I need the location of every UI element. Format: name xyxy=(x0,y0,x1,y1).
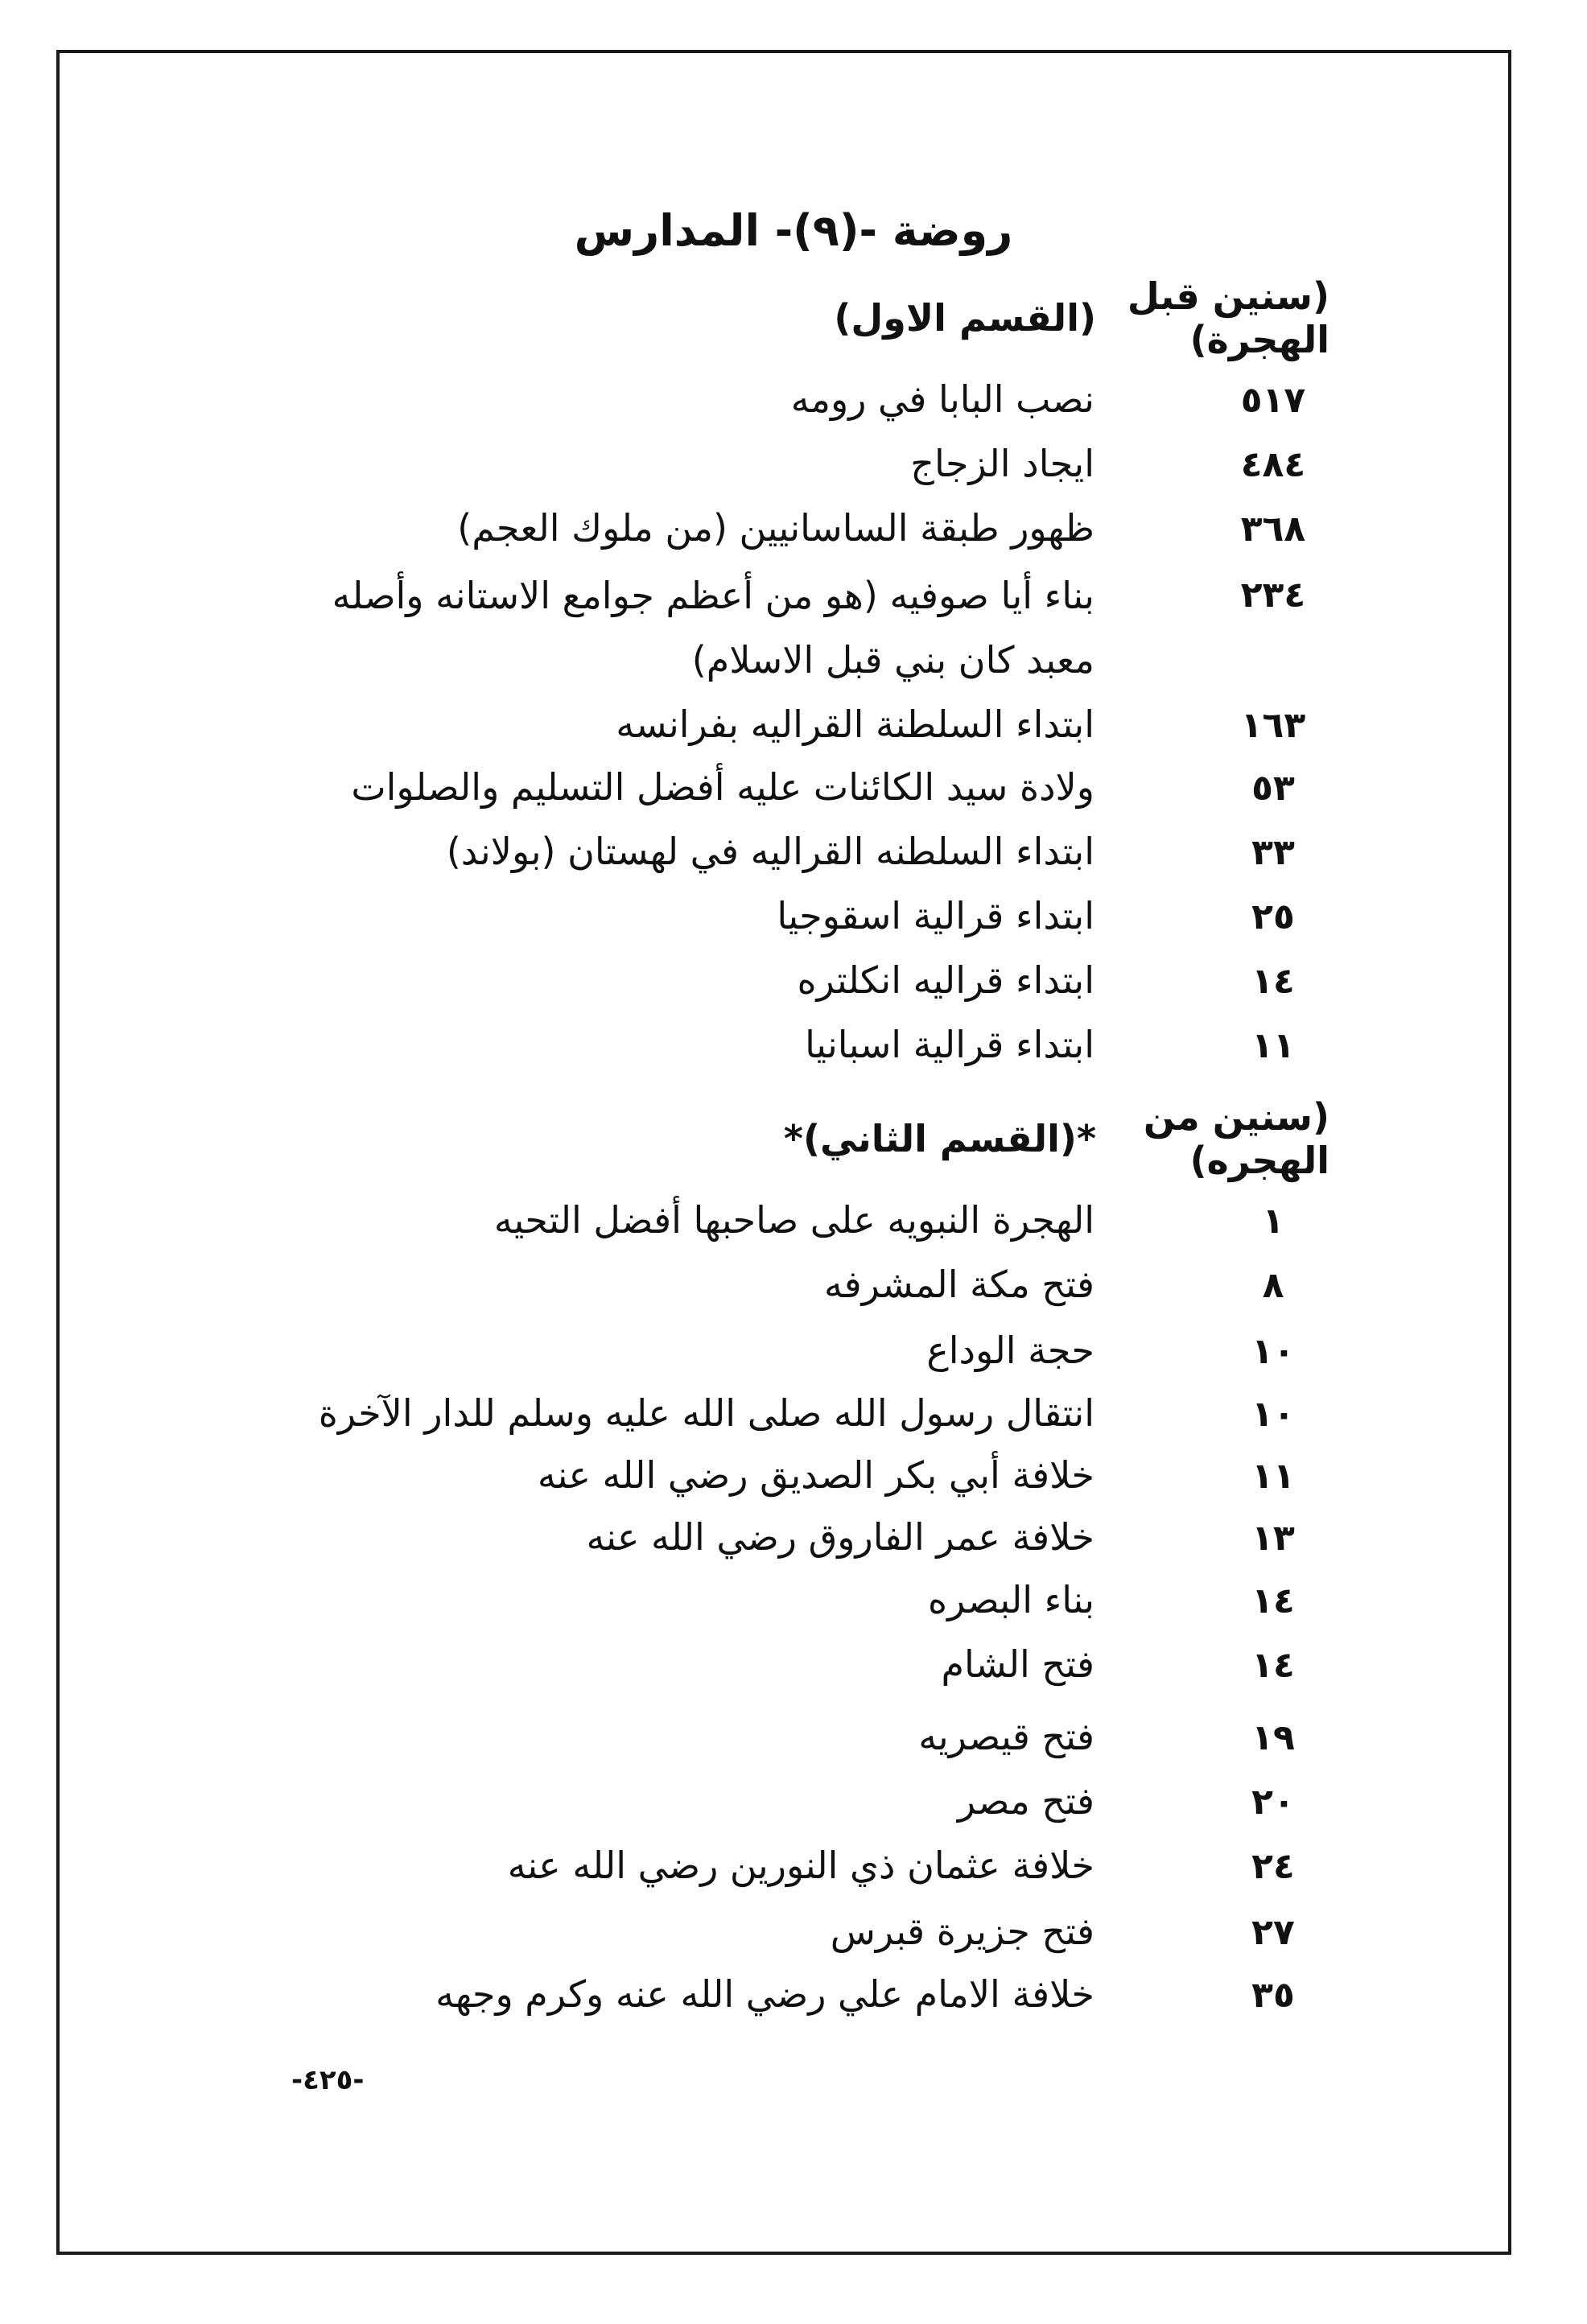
table-row xyxy=(0,1835,1587,1896)
year-value: ٣٦٨ xyxy=(1240,509,1306,550)
table-row xyxy=(0,1506,1587,1568)
table-row xyxy=(0,756,1587,818)
year-value: ٢٥ xyxy=(1251,896,1295,937)
year-value: ١٤ xyxy=(1251,961,1295,1002)
event-text: بناء أيا صوفيه (هو من أعظم جوامع الاستانه وأصله معبد كان بني قبل الاسلام) xyxy=(332,574,1094,682)
year-value: ٢٤ xyxy=(1251,1846,1295,1887)
table-row xyxy=(0,821,1587,882)
table-row xyxy=(0,1014,1587,1075)
event-text: بناء البصره xyxy=(928,1578,1094,1621)
year-value: ١١ xyxy=(1251,1456,1295,1497)
event-text: حجة الوداع xyxy=(926,1329,1094,1372)
year-value: ١٤ xyxy=(1251,1580,1295,1621)
table-row xyxy=(0,885,1587,946)
event-text: فتح الشام xyxy=(941,1642,1094,1686)
event-text: ابتداء قرالية اسقوجيا xyxy=(777,894,1094,937)
page-number: -٤٢٥- xyxy=(291,2064,365,2096)
year-value: ٥١٧ xyxy=(1240,380,1306,421)
table-row xyxy=(0,497,1587,558)
section-header-part2 xyxy=(203,1095,1329,1182)
year-value: ١ xyxy=(1262,1201,1284,1242)
event-text: ابتداء قرالية اسبانيا xyxy=(805,1023,1094,1066)
event-text: الهجرة النبويه على صاحبها أفضل التحيه xyxy=(493,1198,1094,1242)
table-row xyxy=(0,1569,1587,1630)
section-label-part2: *(القسم الثاني)* xyxy=(783,1117,1096,1160)
year-value: ٨ xyxy=(1262,1265,1284,1306)
year-value: ٥٣ xyxy=(1251,768,1295,809)
year-value: ١٤ xyxy=(1251,1645,1295,1686)
table-row xyxy=(0,433,1587,494)
event-text: ظهور طبقة الساسانيين (من ملوك العجم) xyxy=(457,506,1094,550)
table-row xyxy=(0,1444,1587,1506)
year-value: ١١ xyxy=(1251,1025,1295,1066)
table-row xyxy=(0,1189,1587,1251)
table-row xyxy=(0,1770,1587,1832)
event-text: انتقال رسول الله صلى الله عليه وسلم للدار الآخرة xyxy=(318,1391,1094,1435)
year-value: ٣٥ xyxy=(1251,1975,1295,2016)
table-row xyxy=(0,1901,1587,1962)
table-row xyxy=(0,1382,1587,1444)
event-text: ابتداء السلطنه القراليه في لهستان (بولاند) xyxy=(446,830,1094,873)
event-text: ابتداء السلطنة القراليه بفرانسه xyxy=(616,703,1094,746)
year-value: ١٣ xyxy=(1251,1518,1295,1559)
year-value: ٢٧ xyxy=(1251,1912,1295,1953)
table-row xyxy=(0,1963,1587,2025)
table-row xyxy=(0,1320,1587,1381)
year-value: ١٦٣ xyxy=(1240,705,1306,746)
years-header-before-hijra: (سنين قبل الهجرة) xyxy=(1127,274,1329,361)
page-title: روضة -(٩)- المدارس xyxy=(574,205,1013,256)
event-text: خلافة الامام علي رضي الله عنه وكرم وجهه xyxy=(435,1972,1094,2016)
event-text: فتح جزيرة قبرس xyxy=(830,1910,1094,1953)
event-text: فتح قيصريه xyxy=(918,1715,1094,1758)
table-row xyxy=(0,563,1587,682)
section-header-part1 xyxy=(203,274,1329,361)
table-row xyxy=(0,950,1587,1011)
event-text: فتح مصر xyxy=(957,1779,1094,1823)
table-row xyxy=(0,694,1587,755)
event-text: ولادة سيد الكائنات عليه أفضل التسليم والصلوات xyxy=(351,765,1094,809)
event-text: فتح مكة المشرفه xyxy=(824,1263,1094,1306)
event-text: خلافة أبي بكر الصديق رضي الله عنه xyxy=(537,1453,1094,1497)
year-value: ١٩ xyxy=(1251,1717,1295,1758)
event-text: خلافة عمر الفاروق رضي الله عنه xyxy=(586,1515,1094,1559)
year-value: ٢٣٤ xyxy=(1240,575,1306,616)
table-row xyxy=(0,369,1587,430)
year-value: ٤٨٤ xyxy=(1240,444,1306,485)
table-row xyxy=(0,1706,1587,1767)
year-value: ٣٣ xyxy=(1251,832,1295,873)
table-row xyxy=(0,1634,1587,1695)
years-header-after-hijra: (سنين من الهجره) xyxy=(1143,1095,1329,1182)
section-label-part1: (القسم الاول) xyxy=(834,296,1096,340)
event-text: نصب البابا في رومه xyxy=(790,377,1094,421)
year-value: ١٠ xyxy=(1251,1394,1295,1435)
year-value: ٢٠ xyxy=(1251,1782,1295,1823)
event-text: ابتداء قراليه انكلتره xyxy=(797,958,1094,1002)
year-value: ١٠ xyxy=(1251,1331,1295,1372)
table-row xyxy=(0,1254,1587,1315)
event-text: خلافة عثمان ذي النورين رضي الله عنه xyxy=(507,1844,1094,1887)
event-text: ايجاد الزجاج xyxy=(910,442,1094,485)
